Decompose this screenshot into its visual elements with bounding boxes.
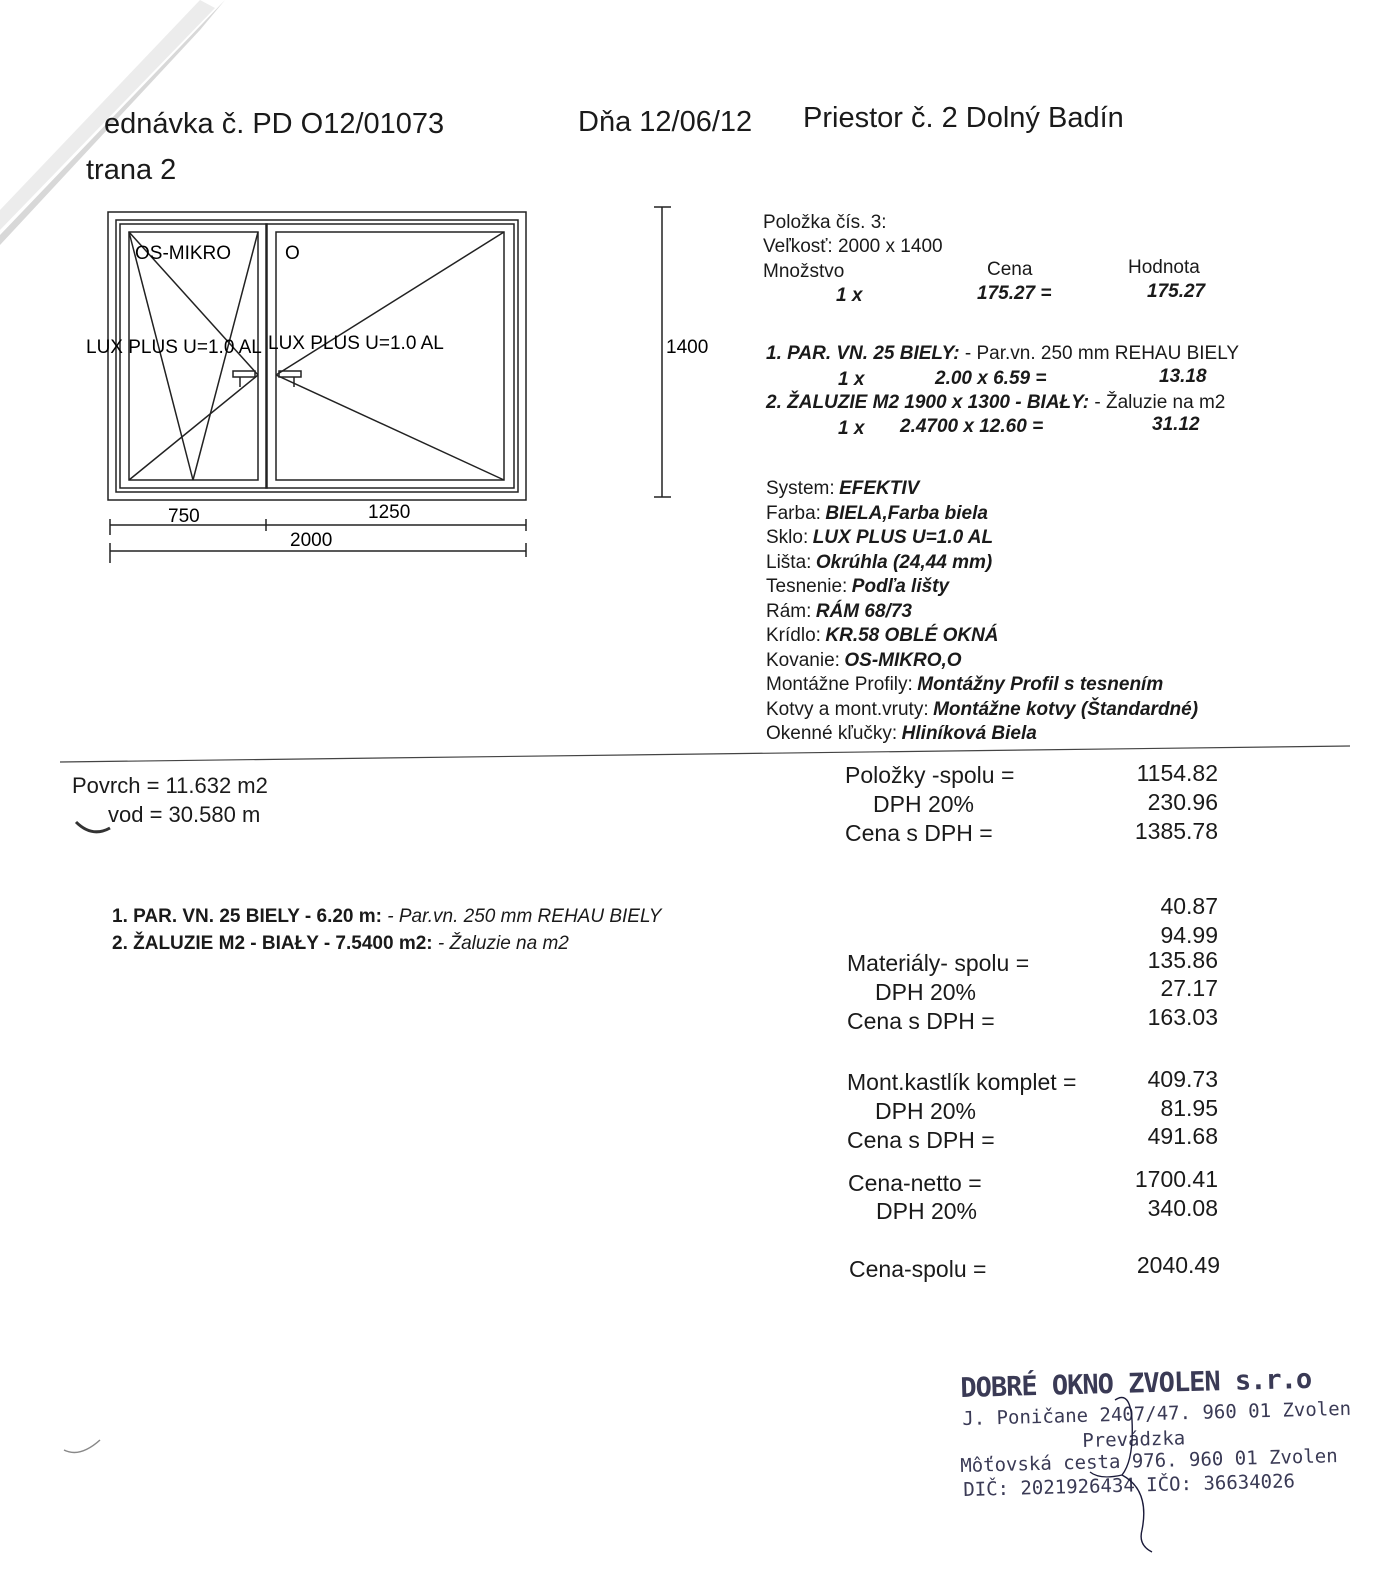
spec-row: Farba: BIELA,Farba biela: [766, 502, 988, 524]
spec-row: Montážne Profily: Montážny Profil s tesnením: [766, 674, 1164, 695]
materials-gross-label: Cena s DPH =: [847, 1008, 995, 1034]
spec-row: Kotvy a mont.vruty: Montážne kotvy (Štandardné): [766, 698, 1199, 720]
grand-total: 2040.49: [1136, 1252, 1220, 1278]
material-amount: 94.99: [1160, 922, 1218, 948]
spec-row: Rám: RÁM 68/73: [766, 600, 912, 622]
scan-mark: [60, 1430, 110, 1470]
order-number: ednávka č. PD O12/01073: [104, 108, 445, 140]
mounting-label: Mont.kastlík komplet =: [847, 1069, 1077, 1095]
spec-row: Sklo: LUX PLUS U=1.0 AL: [766, 527, 994, 548]
materials-vat: 27.17: [1160, 975, 1218, 1001]
material-amount: 40.87: [1160, 893, 1218, 919]
accessory-total: 13.18: [1159, 366, 1207, 387]
items-total-label: Položky -spolu =: [845, 762, 1015, 788]
items-gross: 1385.78: [1134, 818, 1218, 844]
items-vat: 230.96: [1147, 789, 1218, 815]
qty-header: Množstvo: [763, 261, 845, 282]
item-price: 175.27 =: [977, 283, 1052, 304]
page-number: trana 2: [86, 154, 177, 186]
net-price-label: Cena-netto =: [848, 1170, 982, 1196]
accessory-calc: 2.00 x 6.59 =: [935, 368, 1047, 389]
materials-total: 135.86: [1147, 947, 1218, 973]
mounting-total: 409.73: [1147, 1066, 1218, 1092]
materials-vat-label: DPH 20%: [875, 979, 976, 1005]
items-gross-label: Cena s DPH =: [845, 820, 993, 846]
mounting-vat-label: DPH 20%: [875, 1098, 976, 1124]
material-line: 1. PAR. VN. 25 BIELY - 6.20 m: - Par.vn. 250 mm REHAU BIELY: [112, 906, 662, 927]
sash-label-right: O: [285, 243, 300, 264]
materials-gross: 163.03: [1147, 1004, 1218, 1030]
width-dimension-left: 750: [168, 506, 200, 527]
company-stamp-address: J. Poničane 2407/47. 960 01 Zvolen: [962, 1397, 1352, 1430]
mounting-gross: 491.68: [1147, 1123, 1218, 1149]
items-total: 1154.82: [1136, 760, 1218, 786]
materials-total-label: Materiály- spolu =: [847, 950, 1030, 976]
item-value: 175.27: [1147, 281, 1206, 302]
items-vat-label: DPH 20%: [873, 791, 974, 817]
scan-smudge: [74, 812, 114, 842]
company-stamp-tax-ids: DIČ: 2021926434 IČO: 36634026: [963, 1470, 1296, 1501]
net-vat-label: DPH 20%: [876, 1198, 977, 1224]
spec-row: System: EFEKTIV: [766, 478, 920, 499]
perimeter: vod = 30.580 m: [108, 802, 261, 827]
accessory-line: 2. ŽALUZIE M2 1900 x 1300 - BIAŁY: - Žaluzie na m2: [766, 392, 1226, 413]
accessory-qty: 1 x: [838, 369, 865, 390]
company-stamp-branch-address: Môťovská cesta 976. 960 01 Zvolen: [960, 1445, 1338, 1477]
mounting-vat: 81.95: [1160, 1095, 1218, 1121]
room-name: Priestor č. 2 Dolný Badín: [803, 102, 1124, 134]
order-date: Dňa 12/06/12: [578, 106, 753, 138]
company-stamp-name: DOBRÉ OKNO ZVOLEN s.r.o: [960, 1363, 1312, 1404]
signature: [1060, 1380, 1180, 1560]
sash-label-left: OS-MIKRO: [135, 243, 232, 264]
glass-label-left: LUX PLUS U=1.0 AL: [86, 337, 262, 358]
spec-row: Kovanie: OS-MIKRO,O: [766, 649, 962, 671]
item-qty: 1 x: [836, 285, 863, 306]
accessory-calc: 2.4700 x 12.60 =: [900, 416, 1044, 437]
price-header: Cena: [987, 259, 1033, 280]
net-vat: 340.08: [1147, 1195, 1218, 1221]
window-drawing: [80, 195, 740, 585]
net-price: 1700.41: [1134, 1166, 1218, 1192]
material-line: 2. ŽALUZIE M2 - BIAŁY - 7.5400 m2: - Žaluzie na m2: [112, 933, 569, 954]
item-size: Veľkosť: 2000 x 1400: [763, 236, 943, 257]
spec-list: [766, 478, 1198, 748]
value-header: Hodnota: [1128, 257, 1200, 278]
grand-total-label: Cena-spolu =: [849, 1256, 987, 1282]
spec-row: Tesnenie: Podľa lišty: [766, 576, 950, 597]
mounting-gross-label: Cena s DPH =: [847, 1127, 995, 1153]
width-dimension-right: 1250: [368, 502, 411, 523]
glass-label-right: LUX PLUS U=1.0 AL: [268, 333, 444, 354]
height-dimension: 1400: [666, 337, 709, 358]
spec-row: Okenné kľučky: Hliníková Biela: [766, 723, 1037, 744]
item-title: Položka čís. 3:: [763, 212, 887, 233]
accessory-total: 31.12: [1152, 414, 1200, 435]
company-stamp-branch: Prevádzka: [1082, 1427, 1186, 1452]
accessory-line: 1. PAR. VN. 25 BIELY: - Par.vn. 250 mm REHAU BIELY: [766, 343, 1240, 364]
spec-row: Krídlo: KR.58 OBLÉ OKNÁ: [766, 625, 999, 646]
accessory-qty: 1 x: [838, 418, 865, 439]
spec-row: Lišta: Okrúhla (24,44 mm): [766, 551, 993, 573]
surface-area: Povrch = 11.632 m2: [72, 773, 268, 798]
width-dimension-total: 2000: [290, 530, 333, 551]
